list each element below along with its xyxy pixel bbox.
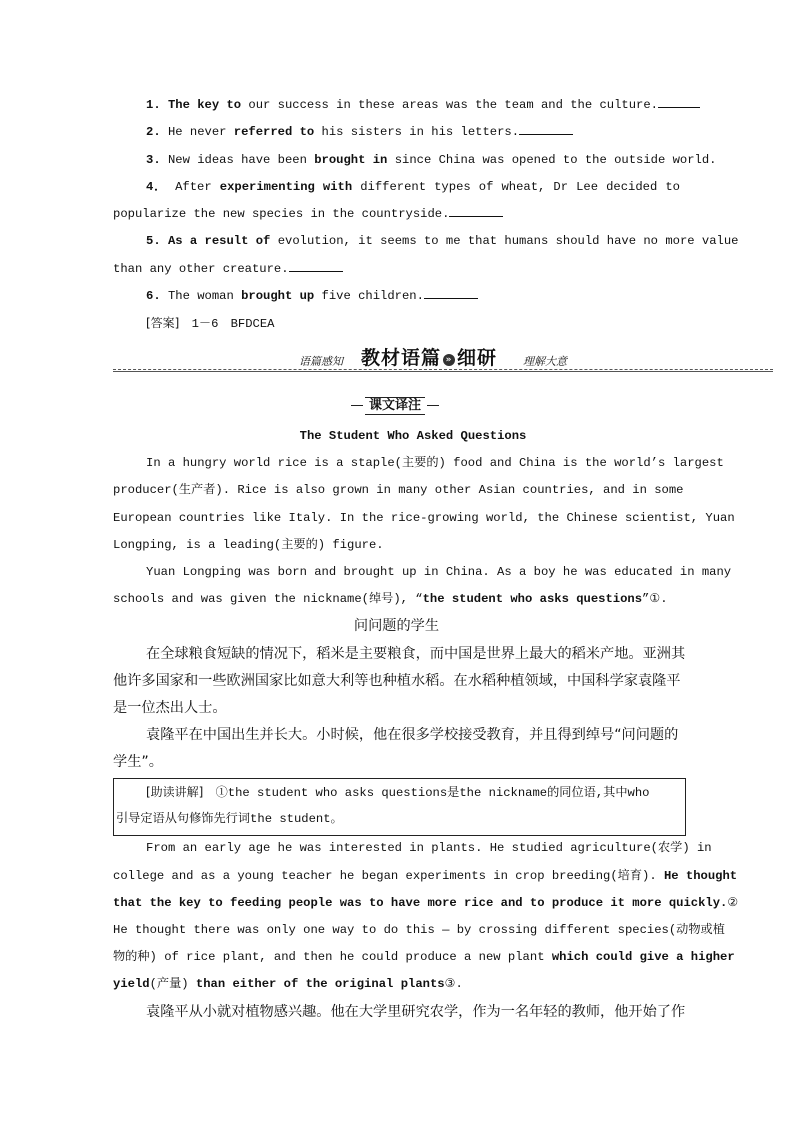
q4-text-a: After [175, 180, 212, 194]
para2-line1: Yuan Longping was born and brought up in China. As a boy he was educated in many [146, 565, 732, 579]
section-divider-dashed [113, 369, 773, 370]
para1-line3: European countries like Italy. In the rice-growing world, the Chinese scientist, Yuan [113, 511, 735, 525]
section-divider [113, 371, 773, 372]
q4-phrase: experimenting with [219, 180, 353, 194]
q1-blank[interactable] [658, 94, 700, 108]
para3-text-b: 物的种) of rice plant, and then he could produce a new plant [113, 950, 552, 964]
para3-line6 [113, 971, 680, 998]
note-line1 [146, 779, 679, 807]
q1-number: 1. [146, 98, 161, 112]
para3-marker-3: ③. [444, 977, 463, 991]
q2-phrase: referred to [233, 125, 315, 139]
para3-line2 [113, 863, 738, 890]
para3-bold-e: than either of the original plants [195, 977, 445, 991]
para3-line3 [113, 890, 739, 917]
q4-blank[interactable] [449, 203, 503, 217]
double-arrow-icon: » [443, 354, 455, 366]
note-text-1: ①the student who asks questions是the nickname的同位语,其中who [215, 786, 650, 800]
para3-text-a: college and as a young teacher he began experiments in crop breeding(培育). [113, 869, 664, 883]
cn1-line3: 是一位杰出人士。 [113, 700, 227, 716]
section-title-right: 细研 [457, 347, 498, 369]
q3-text: since China was opened to the outside world. [387, 153, 717, 167]
q1-phrase: The key to [167, 98, 242, 112]
q2-text-a: He never [160, 125, 234, 139]
q6-blank[interactable] [424, 285, 478, 299]
q4-text-b: popularize the new species in the countryside. [113, 207, 450, 221]
para3-bold-c: which could give a higher [551, 950, 735, 964]
q4-text: different types of wheat, Dr Lee decided to [360, 180, 680, 194]
para3-bold-b: that the key to feeding people was to have more rice and to produce it more quickly. [113, 896, 728, 910]
english-title: The Student Who Asked Questions [299, 429, 527, 443]
q3-number: 3. [146, 153, 161, 167]
q6-text-a: The woman [160, 289, 242, 303]
exercise-q6 [113, 283, 680, 310]
exercise-q4-line1 [113, 174, 680, 201]
answer-text: 1－6 BFDCEA [191, 317, 275, 331]
exercise-q1 [113, 92, 680, 119]
answer-line [146, 310, 713, 338]
q3-phrase: brought in [314, 153, 388, 167]
exercise-q3 [113, 147, 717, 174]
q4-number: 4． [146, 180, 168, 194]
para3-bold-d: yield [113, 977, 150, 991]
q5-blank[interactable] [289, 258, 343, 272]
cn3-line1: 袁隆平从小就对植物感兴趣。他在大学里研究农学，作为一名年轻的教师，他开始了作 [146, 1004, 686, 1020]
q6-phrase: brought up [241, 289, 315, 303]
chinese-title: 问问题的学生 [353, 618, 440, 634]
note-line2: 引导定语从句修饰先行词the student。 [116, 812, 343, 826]
q6-number: 6. [146, 289, 161, 303]
para3-line5 [113, 944, 735, 971]
cn2-line1: 袁隆平在中国出生并长大。小时候，他在很多学校接受教育，并且得到绰号“问问题的 [146, 727, 679, 743]
section-left-caption: 语篇感知 [299, 355, 343, 368]
para1-line4: Longping, is a leading(主要的) figure. [113, 538, 384, 552]
q2-text: his sisters in his letters. [314, 125, 520, 139]
q3-text-a: New ideas have been [160, 153, 315, 167]
exercise-q5-line2 [113, 256, 680, 283]
note-label: [助读讲解] [146, 785, 204, 799]
answer-label: [答案] [146, 316, 180, 330]
para3-line1: From an early age he was interested in plants. He studied agriculture(农学) in [146, 841, 712, 855]
para3-text-c: (产量) [149, 977, 196, 991]
q5-number: 5. [146, 234, 161, 248]
q5-text-b: than any other creature. [113, 262, 289, 276]
q2-number: 2. [146, 125, 161, 139]
cn2-line2: 学生”。 [113, 754, 163, 770]
para2-text-c: ”①. [642, 592, 668, 606]
cn1-line1: 在全球粮食短缺的情况下，稻米是主要粮食，而中国是世界上最大的稻米产地。亚洲其 [146, 646, 686, 662]
para3-marker-2: ② [727, 896, 739, 910]
q6-text: five children. [314, 289, 424, 303]
q1-text: our success in these areas was the team and the culture. [241, 98, 658, 112]
annotation-label: 课文译注 [365, 397, 425, 415]
para2-bold: the student who asks questions [422, 592, 643, 606]
para1-line1: In a hungry world rice is a staple(主要的) food and China is the world’s largest [146, 456, 724, 470]
q5-text: evolution, it seems to me that humans should have no more value [270, 234, 739, 248]
para2-line2 [113, 586, 680, 613]
section-title [361, 343, 497, 370]
section-right-caption: 理解大意 [523, 355, 567, 368]
exercise-q2 [113, 119, 680, 146]
para1-line2: producer(生产者). Rice is also grown in many other Asian countries, and in some [113, 483, 684, 497]
section-header [113, 343, 773, 373]
q5-phrase: As a result of [167, 234, 271, 248]
para3-bold-a: He thought [663, 869, 738, 883]
para2-text-a: schools and was given the nickname(绰号), “ [113, 592, 423, 606]
cn1-line2: 他许多国家和一些欧洲国家比如意大利等也种植水稻。在水稻种植领域，中国科学家袁隆平 [113, 673, 681, 689]
q2-blank[interactable] [519, 121, 573, 135]
para3-line4: He thought there was only one way to do this — by crossing different species(动物或植 [113, 923, 725, 937]
exercise-q4-line2 [113, 201, 680, 228]
section-title-left: 教材语篇 [361, 347, 442, 369]
exercise-q5-line1 [113, 228, 739, 255]
